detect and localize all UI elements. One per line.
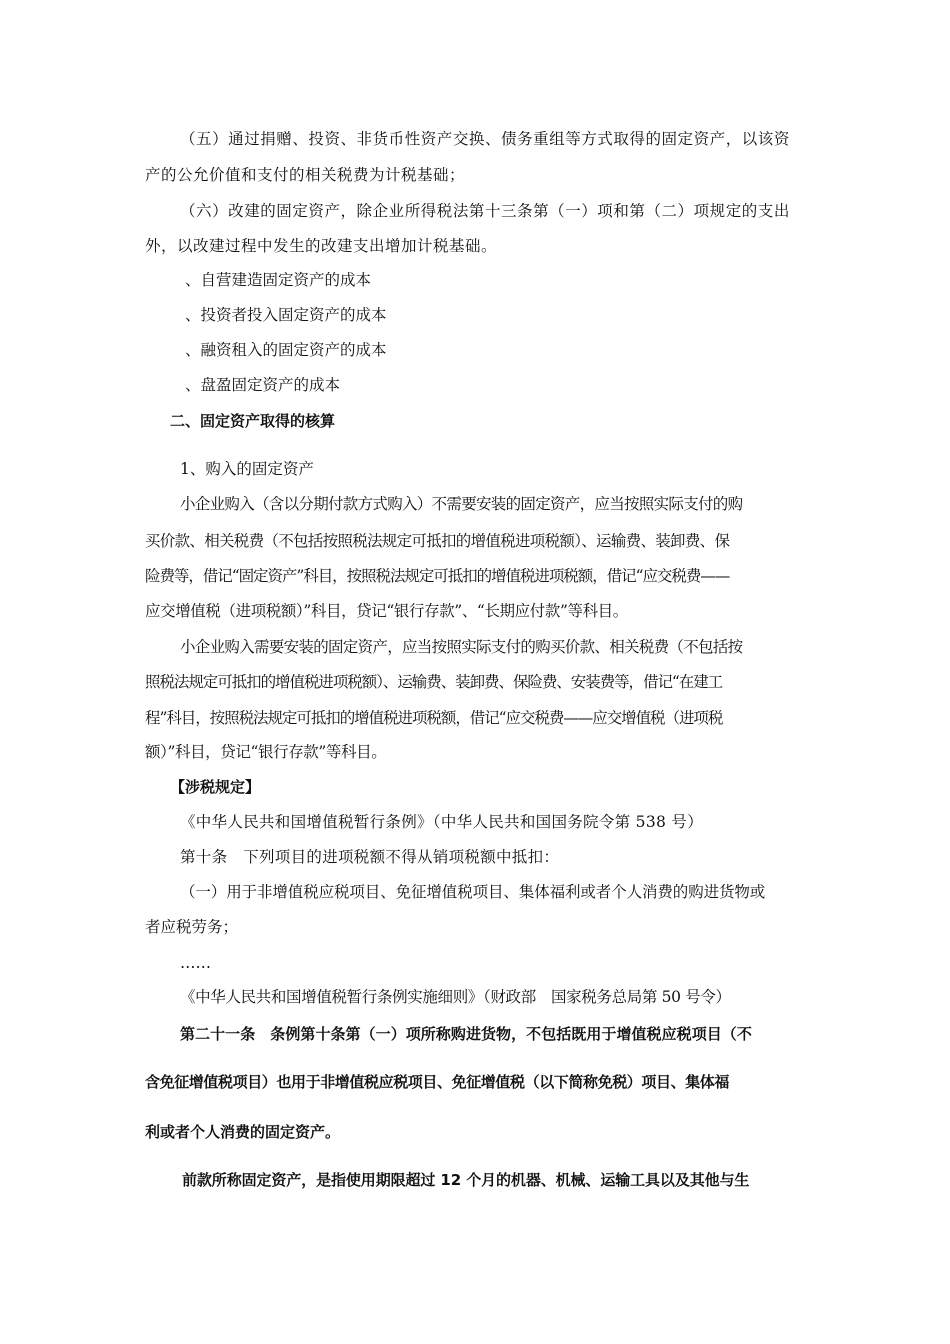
paragraph-line: 买价款、相关税费（不包括按照税法规定可抵扣的增值税进项税额）、运输费、装卸费、保 bbox=[145, 532, 730, 550]
paragraph-line: 应交增值税（进项税额）”科目，贷记“银行存款”、“长期应付款”等科目。 bbox=[145, 602, 628, 620]
regulation-article: 含免征增值税项目）也用于非增值税应税项目、免征增值税（以下简称免税）项目、集体福 bbox=[145, 1073, 730, 1091]
regulation-clause: 者应税劳务； bbox=[145, 918, 239, 936]
paragraph-line: 小企业购入需要安装的固定资产，应当按照实际支付的购买价款、相关税费（不包括按 bbox=[180, 638, 743, 656]
section-heading: 二、固定资产取得的核算 bbox=[170, 412, 336, 430]
paragraph-line: 照税法规定可抵扣的增值税进项税额）、运输费、装卸费、保险费、安装费等，借记“在建工 bbox=[145, 673, 723, 691]
paragraph-line: （五）通过捐赠、投资、非货币性资产交换、债务重组等方式取得的固定资产，以该资 bbox=[180, 130, 790, 148]
list-item: 、投资者投入固定资产的成本 bbox=[185, 306, 387, 324]
paragraph-line: 程”科目，按照税法规定可抵扣的增值税进项税额，借记“应交税费——应交增值税（进项税 bbox=[145, 709, 723, 727]
regulation-title: 《中华人民共和国增值税暂行条例》（中华人民共和国国务院令第 538 号） bbox=[180, 813, 703, 831]
paragraph-line: 小企业购入（含以分期付款方式购入）不需要安装的固定资产，应当按照实际支付的购 bbox=[180, 495, 743, 513]
paragraph-line: 产的公允价值和支付的相关税费为计税基础； bbox=[145, 166, 466, 184]
ellipsis: …… bbox=[180, 954, 211, 972]
list-item: 、自营建造固定资产的成本 bbox=[185, 271, 372, 289]
regulation-clause: （一）用于非增值税应税项目、免征增值税项目、集体福利或者个人消费的购进货物或 bbox=[180, 883, 766, 901]
regulation-title: 《中华人民共和国增值税暂行条例实施细则》（财政部 国家税务总局第 50 号令） bbox=[180, 988, 731, 1006]
regulation-article: 利或者个人消费的固定资产。 bbox=[145, 1123, 341, 1141]
paragraph-line: 险费等，借记“固定资产”科目，按照税法规定可抵扣的增值税进项税额，借记“应交税费—— bbox=[145, 567, 730, 585]
tax-rules-heading: 【涉税规定】 bbox=[170, 778, 261, 796]
subsection-heading: 1、购入的固定资产 bbox=[180, 460, 314, 478]
list-item: 、融资租入的固定资产的成本 bbox=[185, 341, 387, 359]
paragraph-line: 外，以改建过程中发生的改建支出增加计税基础。 bbox=[145, 237, 498, 255]
list-item: 、盘盈固定资产的成本 bbox=[185, 376, 341, 394]
regulation-article: 前款所称固定资产，是指使用期限超过 12 个月的机器、机械、运输工具以及其他与生 bbox=[182, 1171, 750, 1189]
paragraph-line: （六）改建的固定资产，除企业所得税法第十三条第（一）项和第（二）项规定的支出 bbox=[180, 202, 790, 220]
regulation-article: 第十条 下列项目的进项税额不得从销项税额中抵扣： bbox=[180, 848, 560, 866]
paragraph-line: 额）”科目，贷记“银行存款”等科目。 bbox=[145, 743, 387, 761]
regulation-article: 第二十一条 条例第十条第（一）项所称购进货物，不包括既用于增值税应税项目（不 bbox=[180, 1025, 752, 1043]
